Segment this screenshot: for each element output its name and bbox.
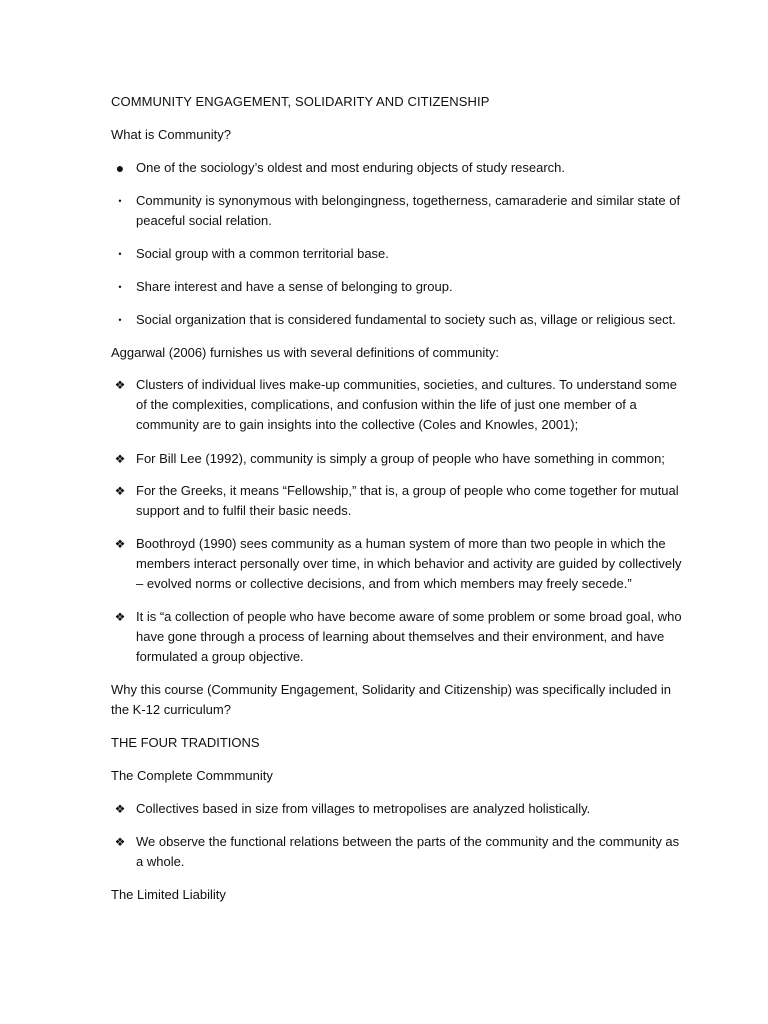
list-item: It is “a collection of people who have become aware of some problem or some broad goal, who have gone through a process of learning about themselves and their environment, and have formulated a group objective. xyxy=(136,609,682,664)
small-bullet-icon: • xyxy=(118,315,122,325)
subheading-limited-liability: The Limited Liability xyxy=(111,887,226,902)
small-bullet-icon: • xyxy=(118,196,122,206)
diamond-bullet-icon: ❖ xyxy=(114,610,126,624)
diamond-bullet-icon: ❖ xyxy=(114,802,126,816)
list-item: For Bill Lee (1992), community is simply a group of people who have something in common; xyxy=(136,451,665,466)
section-heading-four-traditions: THE FOUR TRADITIONS xyxy=(111,735,260,750)
diamond-bullet-icon: ❖ xyxy=(114,378,126,392)
list-item: Social group with a common territorial base. xyxy=(136,246,389,261)
section-heading-what-is-community: What is Community? xyxy=(111,127,231,142)
list-item: Clusters of individual lives make-up communities, societies, and cultures. To understand some of the complexities, complications, and confusion within the life of just one member of a community are to gain insights into the collective (Coles and Knowles, 2001); xyxy=(136,377,677,432)
list-item: Collectives based in size from villages to metropolises are analyzed holistically. xyxy=(136,801,591,816)
list-item: Community is synonymous with belongingness, togetherness, camaraderie and similar state of peaceful social relation. xyxy=(136,193,681,228)
list-item: We observe the functional relations between the parts of the community and the community as a whole. xyxy=(136,834,680,869)
document-title: COMMUNITY ENGAGEMENT, SOLIDARITY AND CITIZENSHIP xyxy=(111,94,490,109)
list-item: For the Greeks, it means “Fellowship,” that is, a group of people who come together for mutual support and to fulfil their basic needs. xyxy=(136,483,679,518)
round-bullet-icon: ● xyxy=(115,160,125,176)
list-item: Social organization that is considered fundamental to society such as, village or religious sect. xyxy=(136,312,676,327)
list-item: One of the sociology’s oldest and most enduring objects of study research. xyxy=(136,160,566,175)
diamond-bullet-icon: ❖ xyxy=(114,835,126,849)
small-bullet-icon: • xyxy=(118,249,122,259)
list-item: Boothroyd (1990) sees community as a human system of more than two people in which the members interact personally over time, in which behavior and activity are guided by collectively – evolved norms or collective decisions, and from which members may freely secede.” xyxy=(136,536,682,591)
diamond-bullet-icon: ❖ xyxy=(114,452,126,466)
diamond-bullet-icon: ❖ xyxy=(114,484,126,498)
paragraph-why-course: Why this course (Community Engagement, Solidarity and Citizenship) was specifically included in the K-12 curriculum? xyxy=(111,682,671,717)
list-item: Share interest and have a sense of belonging to group. xyxy=(136,279,453,294)
subheading-complete-community: The Complete Commmunity xyxy=(111,768,273,783)
paragraph-aggarwal: Aggarwal (2006) furnishes us with several definitions of community: xyxy=(111,345,500,360)
diamond-bullet-icon: ❖ xyxy=(114,537,126,551)
small-bullet-icon: • xyxy=(118,282,122,292)
